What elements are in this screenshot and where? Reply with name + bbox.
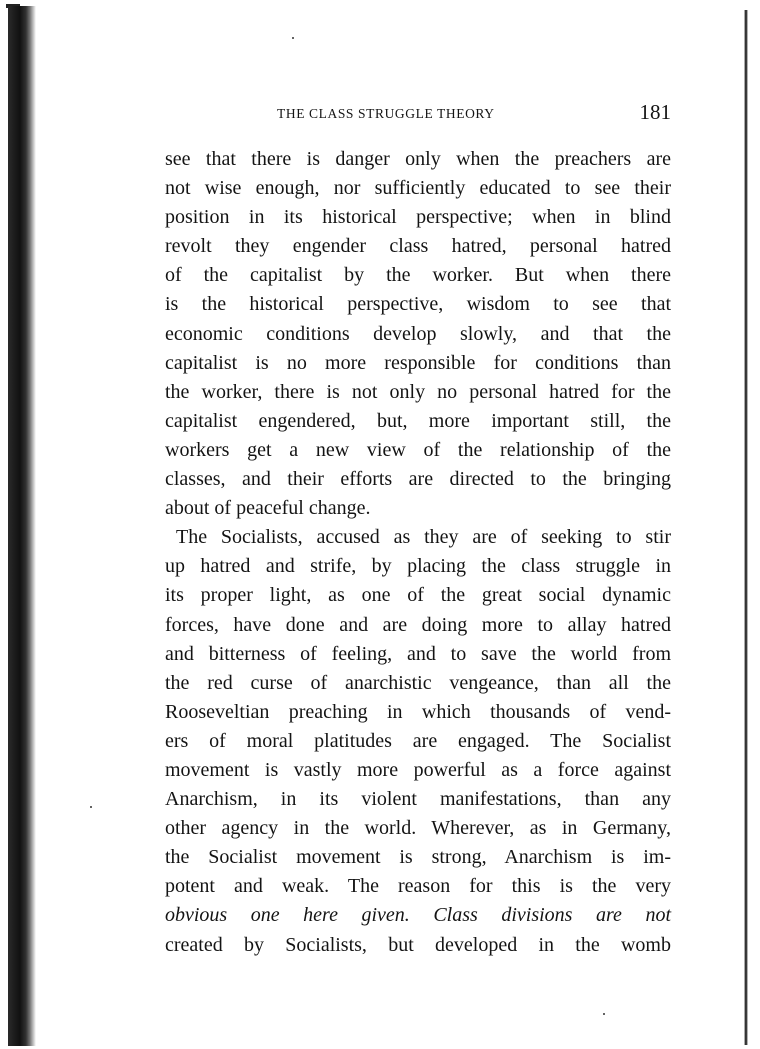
scan-speck bbox=[292, 37, 294, 39]
scan-right-edge bbox=[744, 10, 748, 1045]
text-line: revolt they engender class hatred, personal hatred bbox=[165, 235, 671, 258]
text-line: of the capitalist by the worker. But when there bbox=[165, 264, 671, 287]
text-line: The Socialists, accused as they are of seeking to stir bbox=[176, 526, 671, 549]
text-line: workers get a new view of the relationship of the bbox=[165, 438, 671, 461]
text-line: ers of moral platitudes are engaged. The Socialist bbox=[165, 729, 671, 752]
text-line: is the historical perspective, wisdom to see that bbox=[165, 293, 671, 316]
text-line: potent and weak. The reason for this is the very bbox=[165, 875, 671, 898]
text-line: the red curse of anarchistic vengeance, than all the bbox=[165, 671, 671, 694]
running-head bbox=[165, 100, 671, 128]
text-line: not wise enough, nor sufficiently educated to see their bbox=[165, 177, 671, 200]
running-title: THE CLASS STRUGGLE THEORY bbox=[277, 106, 495, 121]
text-line: capitalist engendered, but, more important still, the bbox=[165, 409, 671, 432]
scan-binding-edge bbox=[8, 6, 36, 1046]
text-line: Anarchism, in its violent manifestations, than any bbox=[165, 788, 671, 811]
scan-speck bbox=[603, 1013, 605, 1015]
text-line: see that there is danger only when the preachers are bbox=[165, 148, 671, 170]
text-line: and bitterness of feeling, and to save the world from bbox=[165, 642, 671, 665]
text-line: obvious one here given. Class divisions are not bbox=[165, 904, 671, 927]
text-line: movement is vastly more powerful as a force against bbox=[165, 758, 671, 781]
text-line: other agency in the world. Wherever, as in Germany, bbox=[165, 817, 671, 840]
text-line: created by Socialists, but developed in the womb bbox=[165, 933, 671, 956]
text-line: about of peaceful change. bbox=[165, 497, 371, 520]
text-line: position in its historical perspective; when in blind bbox=[165, 206, 671, 229]
text-line: the worker, there is not only no personal hatred for the bbox=[165, 380, 671, 403]
text-line: classes, and their efforts are directed to the bringing bbox=[165, 468, 671, 491]
text-line: capitalist is no more responsible for conditions than bbox=[165, 351, 671, 374]
text-line: its proper light, as one of the great social dynamic bbox=[165, 584, 671, 607]
body-text bbox=[165, 145, 671, 960]
scan-speck bbox=[90, 806, 92, 808]
text-line: Rooseveltian preaching in which thousands of vend- bbox=[165, 700, 671, 723]
text-line: the Socialist movement is strong, Anarchism is im- bbox=[165, 846, 671, 869]
text-line: forces, have done and are doing more to allay hatred bbox=[165, 613, 671, 636]
page-number: 181 bbox=[639, 100, 671, 124]
text-line: up hatred and strife, by placing the class struggle in bbox=[165, 555, 671, 578]
text-line: economic conditions develop slowly, and that the bbox=[165, 322, 671, 345]
